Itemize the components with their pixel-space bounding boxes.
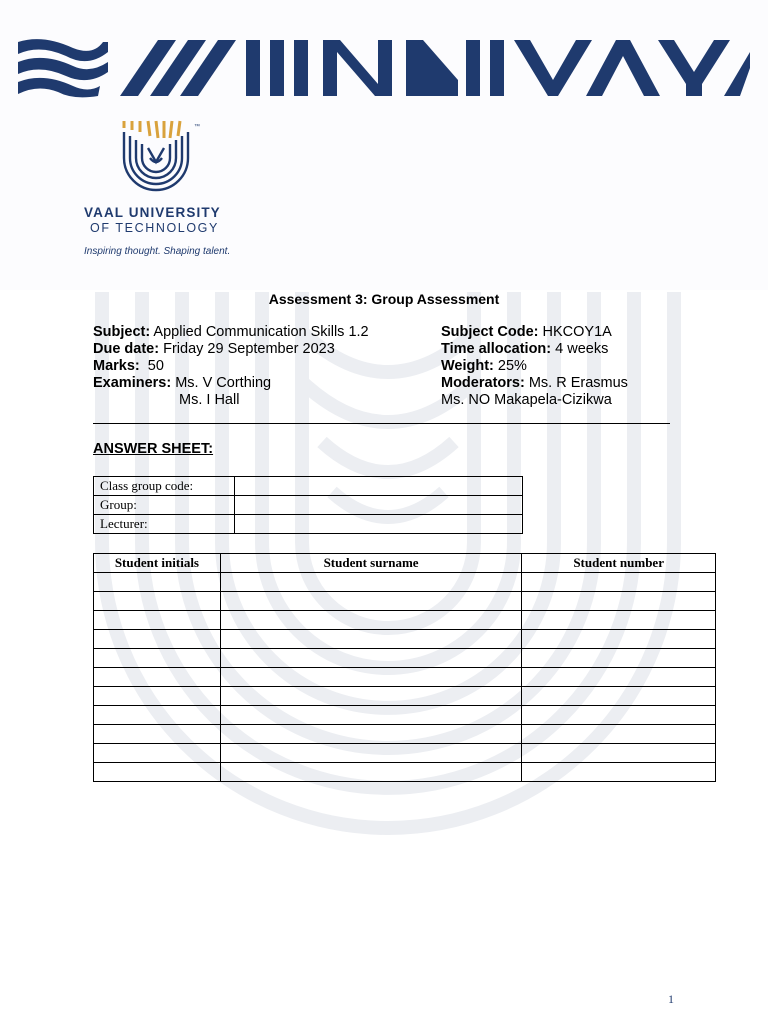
due-date-label: Due date:: [93, 341, 160, 357]
surname-cell[interactable]: [220, 744, 521, 763]
due-date-value: Friday 29 September 2023: [159, 341, 335, 357]
surname-cell[interactable]: [220, 706, 521, 725]
marks-label: Marks:: [93, 358, 140, 374]
brand-pattern-banner: [18, 38, 750, 98]
number-cell[interactable]: [522, 744, 716, 763]
table-row: [94, 763, 716, 782]
number-cell[interactable]: [522, 573, 716, 592]
page-number: 1: [668, 992, 674, 1006]
table-row: [94, 630, 716, 649]
answer-sheet-heading: ANSWER SHEET:: [93, 441, 214, 457]
number-cell[interactable]: [522, 649, 716, 668]
number-cell[interactable]: [522, 630, 716, 649]
surname-cell[interactable]: [220, 687, 521, 706]
trademark-symbol: ™: [194, 124, 200, 130]
moderators-value: Ms. R Erasmus: [524, 375, 628, 391]
marks-line: [93, 358, 164, 375]
time-allocation-label: Time allocation:: [441, 341, 552, 357]
table-row: [94, 706, 716, 725]
table-row: [94, 592, 716, 611]
examiners-label: Examiners:: [93, 375, 172, 391]
table-row: [94, 649, 716, 668]
table-row: [94, 744, 716, 763]
surname-cell[interactable]: [220, 668, 521, 687]
assessment-title: Assessment 3: Group Assessment: [268, 291, 500, 307]
student-table: [93, 553, 716, 782]
number-cell[interactable]: [522, 592, 716, 611]
university-name-line1: VAAL UNIVERSITY: [84, 205, 221, 220]
initials-cell[interactable]: [94, 630, 221, 649]
initials-cell[interactable]: [94, 668, 221, 687]
number-cell[interactable]: [522, 687, 716, 706]
initials-cell[interactable]: [94, 725, 221, 744]
column-header-number: Student number: [522, 554, 716, 573]
moderators-line: [441, 375, 628, 392]
initials-cell[interactable]: [94, 687, 221, 706]
subject-value: Applied Communication Skills 1.2: [150, 324, 369, 340]
group-field[interactable]: [235, 496, 523, 515]
column-header-initials: Student initials: [94, 554, 221, 573]
university-name-line2: OF TECHNOLOGY: [90, 221, 219, 235]
weight-line: [441, 358, 527, 375]
surname-cell[interactable]: [220, 630, 521, 649]
class-info-table: [93, 476, 523, 534]
weight-label: Weight:: [441, 358, 494, 374]
lecturer-field[interactable]: [235, 515, 523, 534]
number-cell[interactable]: [522, 725, 716, 744]
table-row: [94, 496, 523, 515]
initials-cell[interactable]: [94, 592, 221, 611]
subject-label: Subject:: [93, 324, 151, 340]
table-row: [94, 687, 716, 706]
subject-line: [93, 324, 369, 341]
table-row: [94, 477, 523, 496]
time-allocation-line: [441, 341, 608, 358]
class-group-code-field[interactable]: [235, 477, 523, 496]
initials-cell[interactable]: [94, 706, 221, 725]
subject-code-value: HKCOY1A: [538, 324, 612, 340]
group-label: Group:: [94, 496, 235, 515]
initials-cell[interactable]: [94, 744, 221, 763]
due-date-line: [93, 341, 335, 358]
university-logo: [120, 118, 210, 198]
initials-cell[interactable]: [94, 573, 221, 592]
number-cell[interactable]: [522, 611, 716, 630]
lecturer-label: Lecturer:: [94, 515, 235, 534]
examiners-value: Ms. V Corthing: [171, 375, 272, 391]
moderators-value-2: Ms. NO Makapela-Cizikwa: [441, 392, 612, 408]
class-group-code-label: Class group code:: [94, 477, 235, 496]
subject-code-label: Subject Code:: [441, 324, 539, 340]
column-header-surname: Student surname: [220, 554, 521, 573]
section-divider: [93, 423, 670, 424]
number-cell[interactable]: [522, 668, 716, 687]
table-row: [94, 668, 716, 687]
surname-cell[interactable]: [220, 611, 521, 630]
time-allocation-value: 4 weeks: [551, 341, 609, 357]
initials-cell[interactable]: [94, 611, 221, 630]
examiners-value-2: Ms. I Hall: [179, 392, 240, 408]
marks-value: 50: [139, 358, 164, 374]
surname-cell[interactable]: [220, 573, 521, 592]
table-row: [94, 515, 523, 534]
examiners-line: [93, 375, 271, 392]
table-row: [94, 611, 716, 630]
surname-cell[interactable]: [220, 763, 521, 782]
surname-cell[interactable]: [220, 592, 521, 611]
subject-code-line: [441, 324, 612, 341]
number-cell[interactable]: [522, 763, 716, 782]
surname-cell[interactable]: [220, 649, 521, 668]
table-header-row: [94, 554, 716, 573]
university-tagline: Inspiring thought. Shaping talent.: [84, 246, 231, 257]
moderators-label: Moderators:: [441, 375, 525, 391]
initials-cell[interactable]: [94, 649, 221, 668]
number-cell[interactable]: [522, 706, 716, 725]
table-row: [94, 573, 716, 592]
initials-cell[interactable]: [94, 763, 221, 782]
surname-cell[interactable]: [220, 725, 521, 744]
table-row: [94, 725, 716, 744]
weight-value: 25%: [493, 358, 527, 374]
